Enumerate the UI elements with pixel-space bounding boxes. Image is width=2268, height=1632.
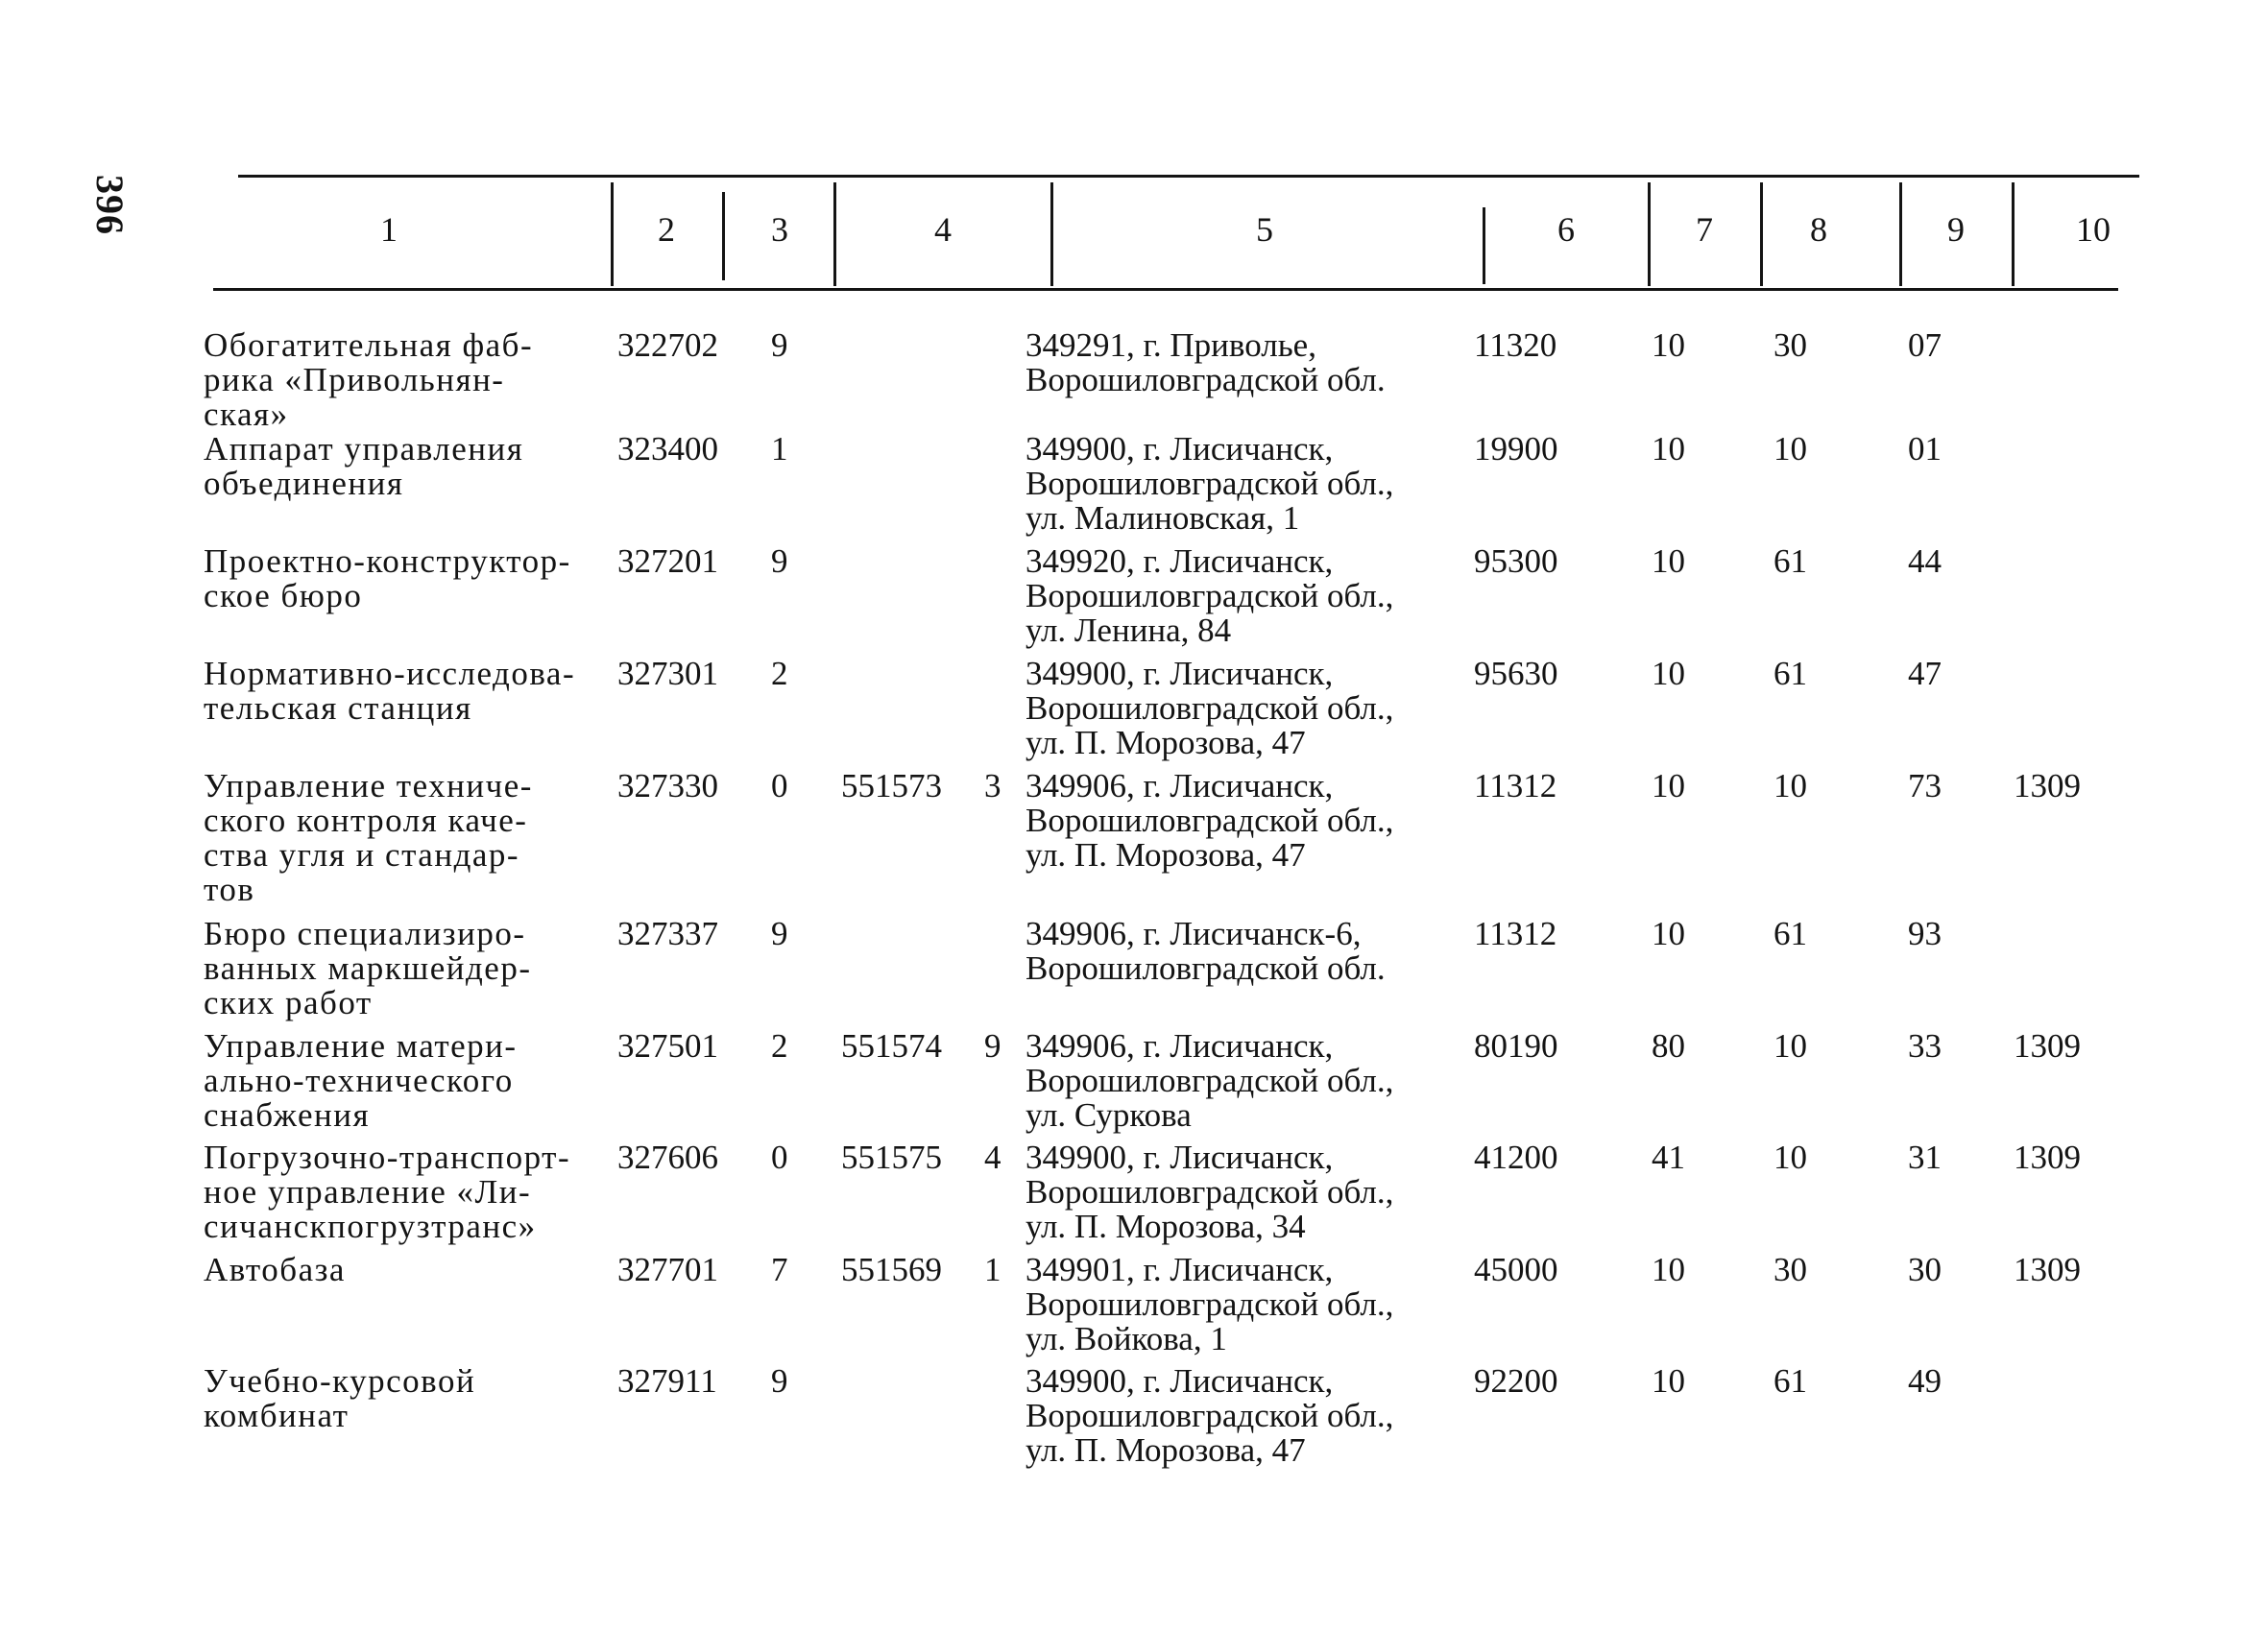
address: 349291, г. Приволье, Ворошиловградской обл. [1025,326,1386,398]
code-col10: 1309 [2014,1139,2081,1176]
code-col8: 10 [1773,767,1807,804]
code-col9: 93 [1908,915,1942,952]
code-col9: 33 [1908,1027,1942,1065]
code-col3: 9 [771,915,788,952]
address: 349906, г. Лисичанск-6, Ворошиловградской обл. [1025,915,1386,987]
code-col3: 0 [771,1139,788,1176]
organization-name: Аппарат управления объединения [204,430,524,502]
code-col8: 61 [1773,1362,1807,1400]
table-header-rule [213,288,2118,291]
column-header-4: 4 [934,210,952,249]
code-col2: 327301 [617,655,718,692]
header-separator [2012,182,2015,286]
organization-name: Погрузочно-транспорт- ное управление «Ли- сичанскпогрузтранс» [204,1139,571,1245]
code-col8: 10 [1773,1139,1807,1176]
code-col3: 9 [771,542,788,580]
code-col4: 551569 [841,1251,942,1288]
code-col8: 30 [1773,1251,1807,1288]
address: 349900, г. Лисичанск, Ворошиловградской обл., ул. П. Морозова, 47 [1025,655,1394,761]
code-col2: 327201 [617,542,718,580]
code-col4-check: 3 [984,767,1001,804]
code-col9: 47 [1908,655,1942,692]
code-col8: 30 [1773,326,1807,364]
address: 349900, г. Лисичанск, Ворошиловградской обл., ул. Малиновская, 1 [1025,430,1394,537]
address: 349906, г. Лисичанск, Ворошиловградской обл., ул. П. Морозова, 47 [1025,767,1394,874]
code-col2: 322702 [617,326,718,364]
code-col3: 7 [771,1251,788,1288]
header-separator [1483,207,1485,284]
address: 349920, г. Лисичанск, Ворошиловградской обл., ул. Ленина, 84 [1025,542,1394,649]
header-separator [722,192,725,280]
code-col6: 92200 [1474,1362,1558,1400]
code-col7: 10 [1652,767,1685,804]
column-header-8: 8 [1810,210,1827,249]
code-col4-check: 1 [984,1251,1001,1288]
code-col7: 10 [1652,542,1685,580]
address: 349901, г. Лисичанск, Ворошиловградской обл., ул. Войкова, 1 [1025,1251,1394,1357]
page-number: 396 [88,175,132,235]
code-col8: 10 [1773,430,1807,468]
column-header-3: 3 [771,210,788,249]
code-col3: 2 [771,655,788,692]
header-separator [1899,182,1902,286]
code-col2: 327337 [617,915,718,952]
address: 349900, г. Лисичанск, Ворошиловградской обл., ул. П. Морозова, 34 [1025,1139,1394,1245]
organization-name: Нормативно-исследова- тельская станция [204,655,576,727]
organization-name: Управление техниче- ского контроля каче- ства угля и стандар- тов [204,767,533,908]
code-col3: 9 [771,1362,788,1400]
code-col9: 30 [1908,1251,1942,1288]
code-col10: 1309 [2014,767,2081,804]
organization-name: Автобаза [204,1251,346,1288]
code-col7: 80 [1652,1027,1685,1065]
column-header-10: 10 [2076,210,2111,249]
code-col6: 95630 [1474,655,1558,692]
code-col2: 327501 [617,1027,718,1065]
code-col8: 61 [1773,542,1807,580]
code-col4-check: 4 [984,1139,1001,1176]
code-col2: 327701 [617,1251,718,1288]
table-top-rule [238,175,2139,178]
code-col9: 49 [1908,1362,1942,1400]
code-col9: 31 [1908,1139,1942,1176]
column-header-7: 7 [1696,210,1713,249]
code-col3: 9 [771,326,788,364]
code-col3: 1 [771,430,788,468]
code-col7: 10 [1652,915,1685,952]
code-col8: 10 [1773,1027,1807,1065]
code-col6: 80190 [1474,1027,1558,1065]
code-col4: 551575 [841,1139,942,1176]
header-separator [611,182,614,286]
code-col10: 1309 [2014,1251,2081,1288]
code-col6: 11320 [1474,326,1557,364]
organization-name: Обогатительная фаб- рика «Привольнян- ская» [204,326,534,433]
code-col4-check: 9 [984,1027,1001,1065]
organization-name: Управление матери- ально-технического снабжения [204,1027,518,1134]
code-col9: 07 [1908,326,1942,364]
address: 349900, г. Лисичанск, Ворошиловградской обл., ул. П. Морозова, 47 [1025,1362,1394,1469]
column-header-5: 5 [1256,210,1273,249]
code-col7: 41 [1652,1139,1685,1176]
code-col7: 10 [1652,1362,1685,1400]
code-col8: 61 [1773,655,1807,692]
code-col3: 0 [771,767,788,804]
header-separator [1050,182,1053,286]
code-col7: 10 [1652,326,1685,364]
code-col2: 323400 [617,430,718,468]
code-col8: 61 [1773,915,1807,952]
code-col6: 11312 [1474,767,1557,804]
column-header-9: 9 [1947,210,1965,249]
code-col9: 01 [1908,430,1942,468]
code-col4: 551573 [841,767,942,804]
column-header-1: 1 [380,210,398,249]
header-separator [1648,182,1651,286]
code-col10: 1309 [2014,1027,2081,1065]
code-col6: 45000 [1474,1251,1558,1288]
header-separator [833,182,836,286]
organization-name: Проектно-конструктор- ское бюро [204,542,571,614]
code-col7: 10 [1652,655,1685,692]
code-col6: 41200 [1474,1139,1558,1176]
address: 349906, г. Лисичанск, Ворошиловградской обл., ул. Суркова [1025,1027,1394,1134]
organization-name: Бюро специализиро- ванных маркшейдер- ских работ [204,915,532,1021]
code-col2: 327911 [617,1362,717,1400]
code-col6: 19900 [1474,430,1558,468]
column-header-6: 6 [1557,210,1575,249]
organization-name: Учебно-курсовой комбинат [204,1362,476,1434]
code-col9: 44 [1908,542,1942,580]
code-col6: 95300 [1474,542,1558,580]
code-col7: 10 [1652,430,1685,468]
code-col9: 73 [1908,767,1942,804]
header-separator [1760,182,1763,286]
code-col7: 10 [1652,1251,1685,1288]
code-col6: 11312 [1474,915,1557,952]
column-header-2: 2 [658,210,675,249]
code-col3: 2 [771,1027,788,1065]
code-col4: 551574 [841,1027,942,1065]
code-col2: 327330 [617,767,718,804]
code-col2: 327606 [617,1139,718,1176]
